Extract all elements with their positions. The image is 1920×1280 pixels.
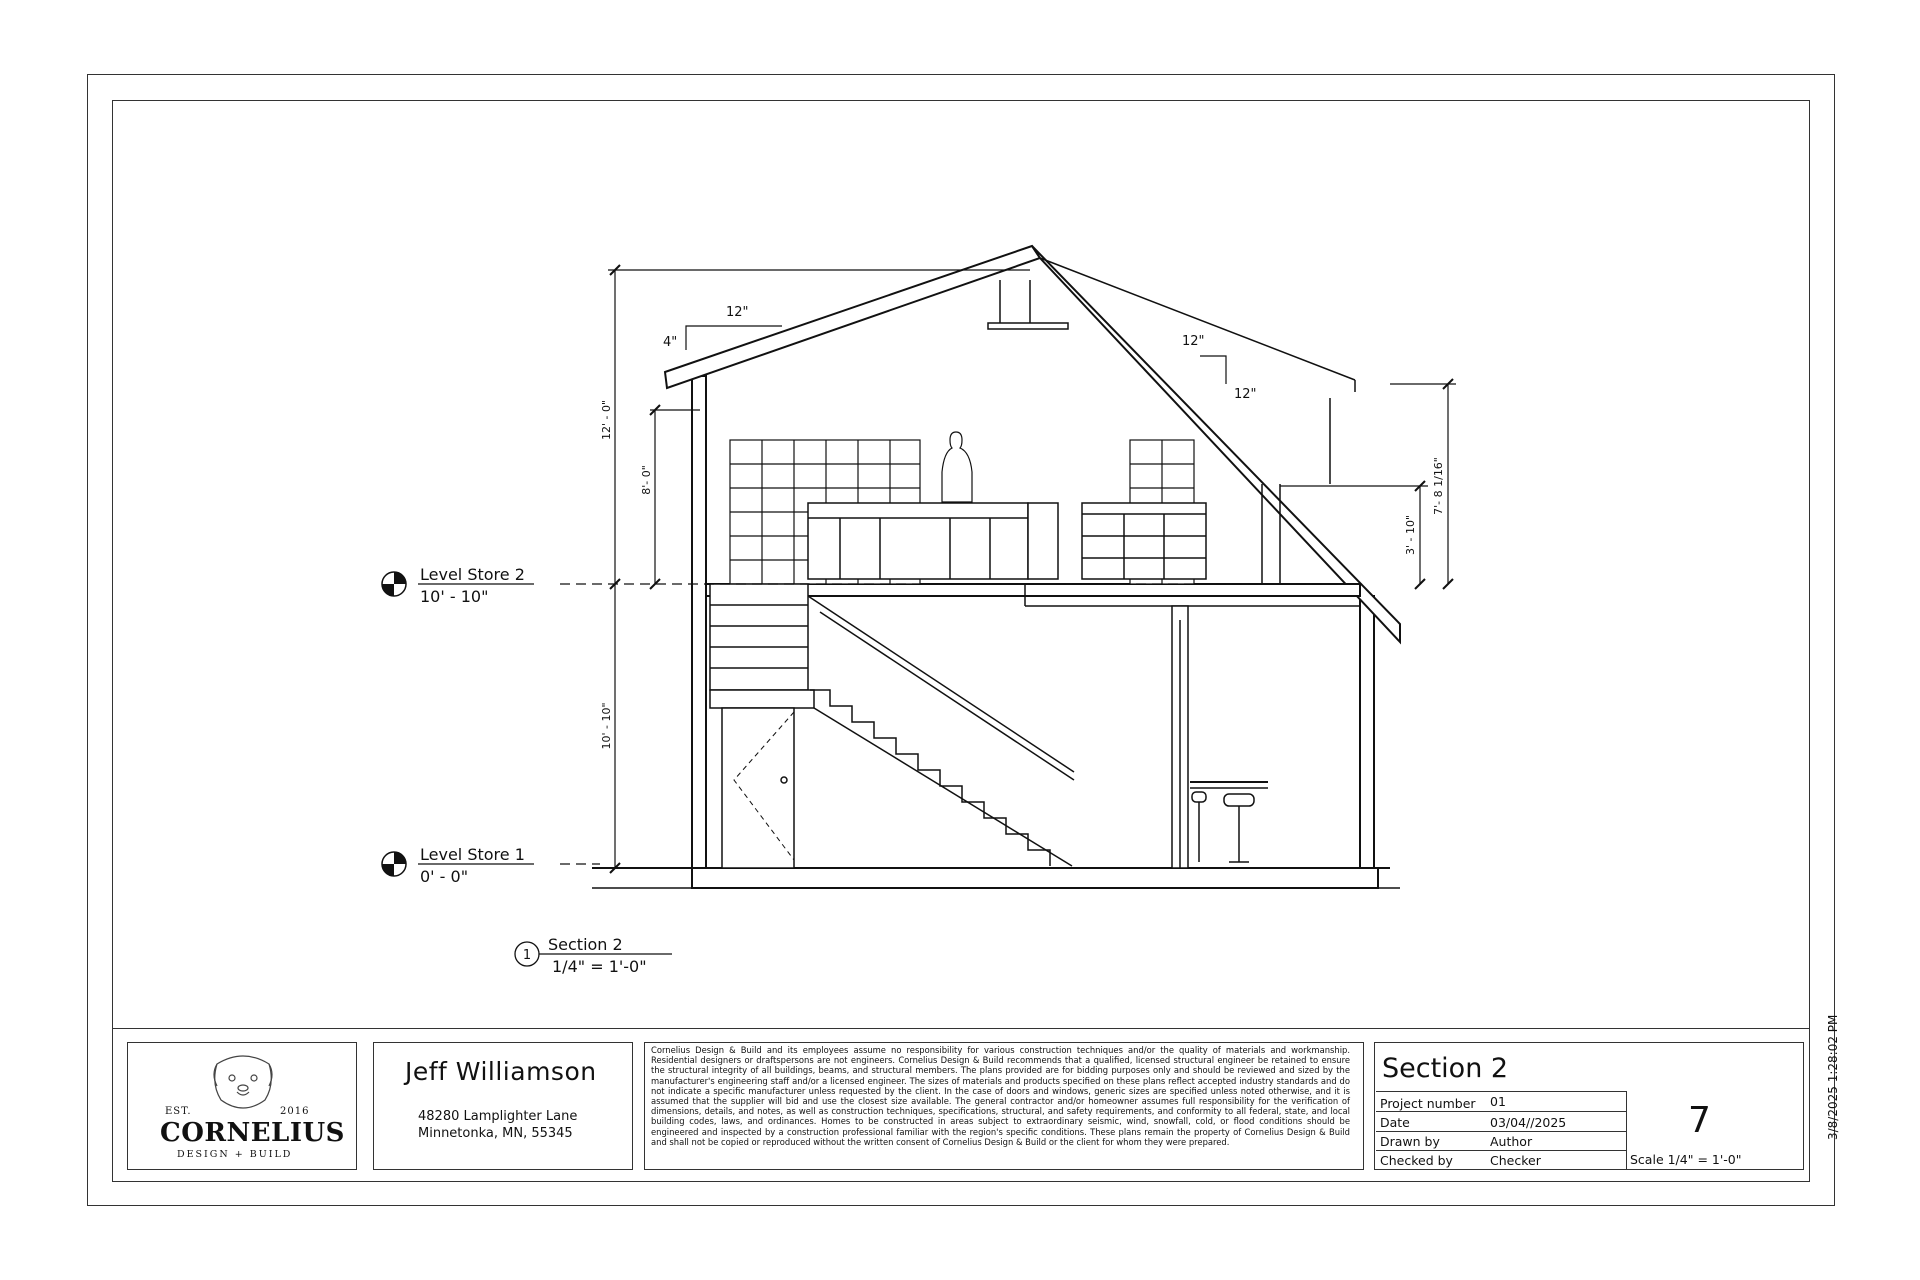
slope-left-rise: 4" xyxy=(663,335,678,350)
tb-row-separator xyxy=(1376,1091,1626,1092)
dim-wall-height: 8'- 0" xyxy=(640,465,653,495)
level-1-elevation: 0' - 0" xyxy=(420,867,469,886)
dog-logo-icon xyxy=(207,1050,279,1116)
checked-by-label: Checked by xyxy=(1380,1153,1453,1168)
checked-by-value: Checker xyxy=(1490,1153,1541,1168)
project-number-label: Project number xyxy=(1380,1096,1476,1111)
dim-total-height: 12' - 0" xyxy=(600,399,613,441)
scale-label: Scale 1/4" = 1'-0" xyxy=(1630,1152,1742,1167)
slope-left-run: 12" xyxy=(726,305,749,320)
view-tag-number: 1 xyxy=(522,948,532,963)
print-timestamp: 3/8/2025 1:28:02 PM xyxy=(1826,1014,1840,1140)
tb-row-separator xyxy=(1376,1111,1626,1112)
title-block-divider xyxy=(112,1028,1810,1029)
tb-vertical-divider xyxy=(1626,1091,1627,1170)
date-label: Date xyxy=(1380,1115,1410,1130)
view-tag-title: Section 2 xyxy=(548,935,623,954)
logo-year: 2016 xyxy=(280,1106,310,1117)
view-tag-scale: 1/4" = 1'-0" xyxy=(552,957,647,976)
client-address-line2: Minnetonka, MN, 55345 xyxy=(418,1126,573,1141)
slope-right-rise: 12" xyxy=(1234,387,1257,402)
level-2-name: Level Store 2 xyxy=(420,565,525,584)
client-address-line1: 48280 Lamplighter Lane xyxy=(418,1109,578,1124)
slope-right-run: 12" xyxy=(1182,334,1205,349)
dim-floor-height: 10' - 10" xyxy=(600,702,613,750)
logo-name: CORNELIUS xyxy=(160,1118,345,1148)
disclaimer-text: Cornelius Design & Build and its employees assume no responsibility for various construction techniques and/or the quality of materials and workmanship. Residential designers or draftspersons are not engineers. Cornelius Design & Build recommends that a qualified, licensed structural engineer be retained to ensure the structural integrity of all buildings, beams, and structural members. The plans provided are for bidding purposes only and should be reviewed and sized by the manufacturer's engineering staff and/or a licensed engineer. The sizes of materials and products specified on these plans reflect accepted industry standards and do not indicate a specific manufacturer unless requested by the client. In the case of doors and windows, generic sizes are specified unless noted otherwise, and it is assumed that the supplier will bid and use the closest size available. The general contractor and/or homeowner assumes full responsibility for the verification of dimensions, details, and notes, as well as construction techniques, specifications, structural, and safety requirements, and conformity to all federal, state, and local building codes, laws, and ordinances. Homes to be constructed in areas subject to extraordinary seismic, wind, snowfall, cold, or flood conditions should be engineered and inspected by a construction professional familiar with the region's specific conditions. These plans remain the property of Cornelius Design & Build and shall not be copied or reproduced without the written consent of Cornelius Design & Build or the client for whom they were prepared. xyxy=(651,1045,1350,1147)
client-name: Jeff Williamson xyxy=(405,1057,597,1086)
dim-knee-wall: 3' - 10" xyxy=(1404,514,1417,556)
date-value: 03/04//2025 xyxy=(1490,1115,1567,1130)
level-2-elevation: 10' - 10" xyxy=(420,587,489,606)
sheet-title: Section 2 xyxy=(1382,1053,1509,1084)
logo-tagline: DESIGN + BUILD xyxy=(177,1149,293,1160)
logo-est: EST. xyxy=(165,1106,192,1117)
sheet-number: 7 xyxy=(1688,1100,1711,1141)
dim-right-height: 7'- 8 1/16" xyxy=(1432,457,1445,515)
project-number-value: 01 xyxy=(1490,1094,1506,1109)
tb-row-separator xyxy=(1376,1150,1626,1151)
drawn-by-label: Drawn by xyxy=(1380,1134,1440,1149)
drawn-by-value: Author xyxy=(1490,1134,1533,1149)
tb-row-separator xyxy=(1376,1131,1626,1132)
level-1-name: Level Store 1 xyxy=(420,845,525,864)
